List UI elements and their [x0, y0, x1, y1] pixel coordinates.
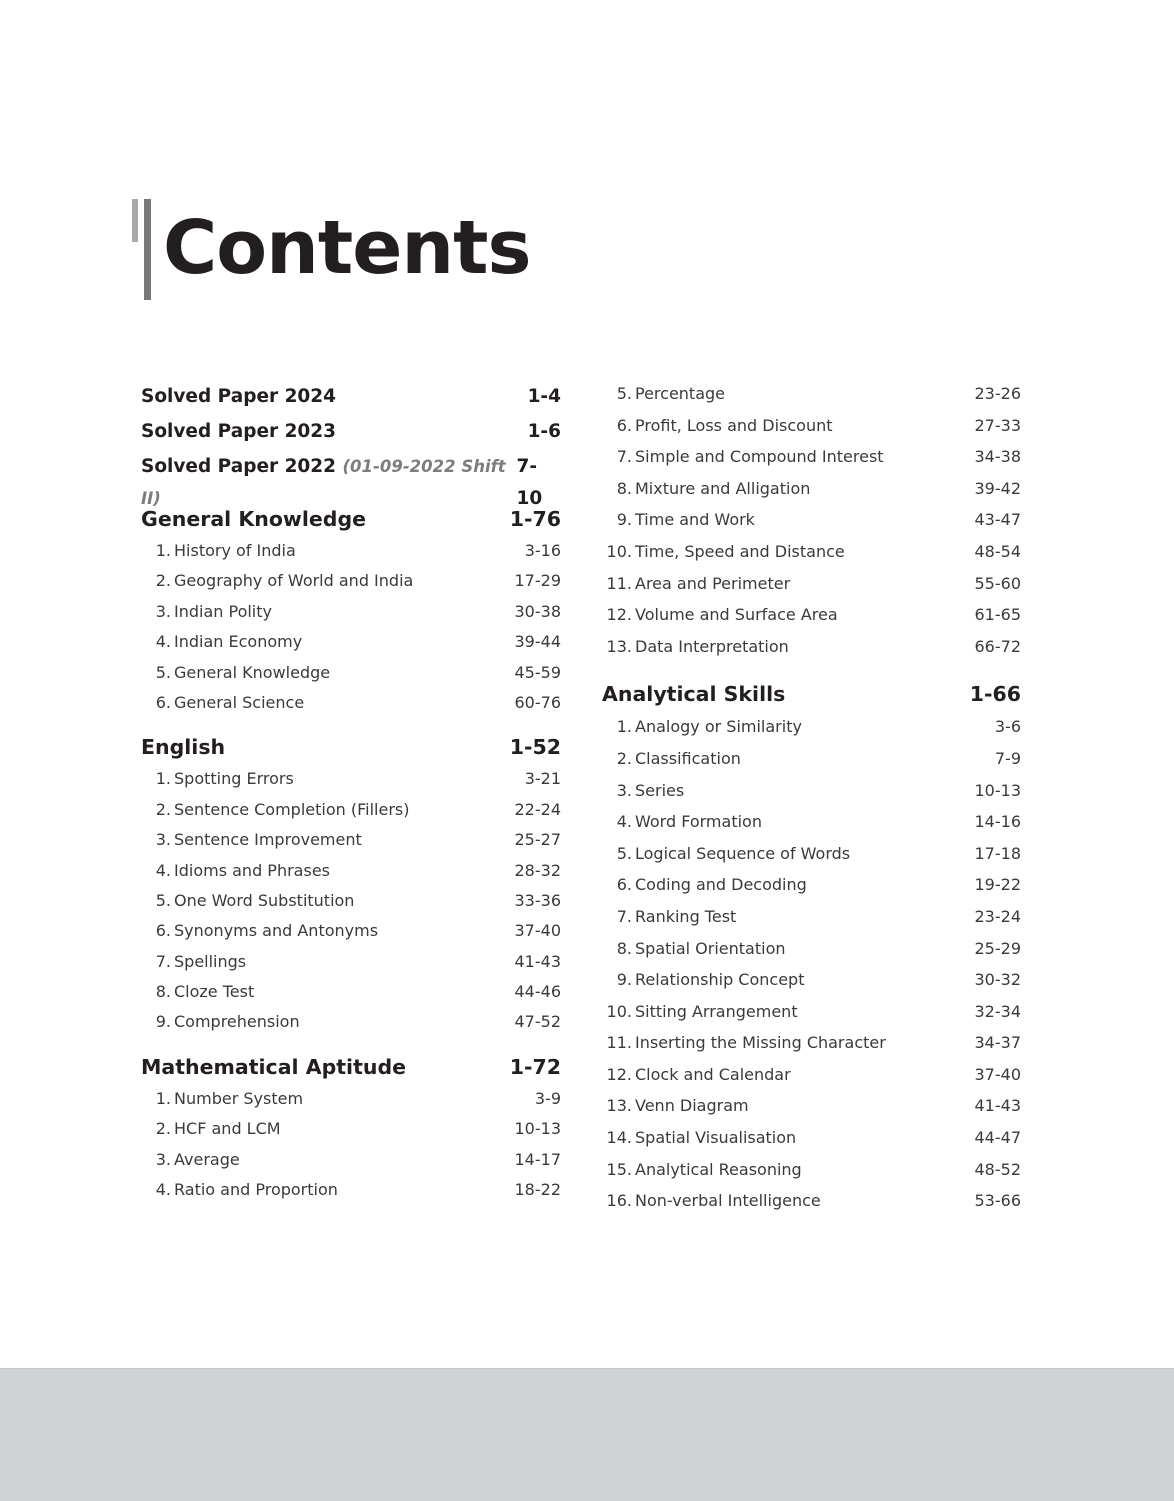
item-pages: 34-38	[974, 447, 1021, 467]
toc-entry-solved-paper-2023[interactable]	[141, 416, 561, 451]
item-label: Coding and Decoding	[635, 875, 807, 895]
item-number: 4.	[155, 1180, 171, 1200]
section-title: General Knowledge	[141, 507, 367, 531]
item-pages: 44-47	[974, 1128, 1021, 1148]
item-number: 13.	[606, 636, 632, 656]
toc-item[interactable]	[141, 1175, 561, 1205]
item-pages: 25-29	[974, 938, 1021, 958]
item-pages: 41-43	[974, 1096, 1021, 1116]
item-label: Relationship Concept	[635, 970, 805, 990]
section-title: English	[141, 735, 226, 760]
item-number: 2.	[155, 571, 171, 591]
item-label: Clock and Calendar	[635, 1064, 791, 1084]
toc-item[interactable]	[602, 1185, 1021, 1217]
item-label: Classification	[635, 748, 741, 768]
toc-item[interactable]	[141, 658, 561, 688]
item-number: 9.	[155, 1012, 171, 1032]
title-accent-bar-dark	[144, 199, 151, 300]
toc-item[interactable]	[602, 1059, 1021, 1091]
section-pages: 1-52	[509, 735, 561, 760]
toc-item[interactable]	[602, 631, 1021, 663]
toc-item[interactable]	[141, 1084, 561, 1114]
item-number: 3.	[155, 830, 171, 850]
item-label: Venn Diagram	[635, 1096, 749, 1116]
item-label: Word Formation	[635, 812, 762, 832]
item-number: 6.	[616, 875, 632, 895]
item-pages: 7-9	[994, 748, 1021, 768]
toc-item[interactable]	[141, 1145, 561, 1175]
item-pages: 48-52	[974, 1159, 1021, 1179]
item-number: 7.	[616, 447, 632, 467]
toc-item[interactable]	[141, 536, 561, 566]
toc-item[interactable]	[141, 886, 561, 916]
item-number: 7.	[616, 906, 632, 926]
item-pages: 17-18	[974, 843, 1021, 863]
section-heading-analytical-skills[interactable]	[602, 677, 1021, 711]
item-label: Ranking Test	[635, 906, 737, 926]
item-pages: 60-76	[514, 692, 561, 712]
item-pages: 14-17	[514, 1149, 561, 1169]
item-label: Cloze Test	[174, 982, 255, 1002]
item-pages: 3-21	[524, 769, 561, 789]
item-number: 10.	[606, 541, 632, 561]
item-pages: 14-16	[974, 812, 1021, 832]
item-pages: 37-40	[514, 921, 561, 941]
item-label: Synonyms and Antonyms	[174, 921, 379, 941]
item-number: 4.	[616, 812, 632, 832]
item-number: 5.	[155, 890, 171, 910]
item-number: 9.	[616, 970, 632, 990]
item-number: 1.	[155, 769, 171, 789]
item-label: Ratio and Proportion	[174, 1180, 338, 1200]
toc-item[interactable]	[602, 441, 1021, 473]
item-number: 13.	[606, 1096, 632, 1116]
item-label: Spotting Errors	[174, 769, 294, 789]
item-number: 7.	[155, 951, 171, 971]
toc-item[interactable]	[141, 688, 561, 718]
item-number: 8.	[616, 938, 632, 958]
item-label: Area and Perimeter	[635, 573, 791, 593]
item-label: One Word Substitution	[174, 890, 355, 910]
item-pages: 3-9	[534, 1088, 561, 1108]
item-pages: 10-13	[514, 1119, 561, 1139]
item-pages: 3-16	[524, 541, 561, 560]
toc-item[interactable]	[602, 711, 1021, 743]
entry-pages: 1-6	[527, 421, 561, 442]
toc-item[interactable]	[602, 473, 1021, 505]
item-label: General Science	[174, 692, 305, 712]
item-number: 2.	[155, 1119, 171, 1139]
item-number: 8.	[616, 478, 632, 498]
toc-item[interactable]	[602, 933, 1021, 965]
item-label: Volume and Surface Area	[635, 605, 838, 625]
item-pages: 27-33	[974, 415, 1021, 435]
item-number: 2.	[616, 748, 632, 768]
item-number: 4.	[155, 860, 171, 880]
item-pages: 61-65	[974, 605, 1021, 625]
item-label: Idioms and Phrases	[174, 860, 330, 880]
item-label: Average	[174, 1149, 240, 1169]
item-label: Sentence Completion (Fillers)	[174, 799, 410, 819]
item-label: Time and Work	[635, 510, 755, 530]
entry-label: Solved Paper 2023	[141, 421, 337, 442]
section-title: Mathematical Aptitude	[141, 1054, 407, 1079]
toc-entry-solved-paper-2022[interactable]	[141, 451, 561, 509]
toc-item[interactable]	[141, 1007, 561, 1037]
toc-item[interactable]	[602, 568, 1021, 600]
section-heading-english[interactable]	[141, 730, 561, 764]
item-pages: 37-40	[974, 1064, 1021, 1084]
item-label: Indian Polity	[174, 601, 272, 621]
item-label: Simple and Compound Interest	[635, 447, 884, 467]
item-pages: 48-54	[974, 541, 1021, 561]
item-number: 1.	[616, 717, 632, 737]
item-pages: 30-38	[514, 601, 561, 621]
item-label: Series	[635, 780, 685, 800]
item-label: Time, Speed and Distance	[635, 541, 845, 561]
toc-item[interactable]	[141, 566, 561, 596]
item-number: 6.	[155, 692, 171, 712]
item-pages: 53-66	[974, 1191, 1021, 1211]
toc-item[interactable]	[602, 599, 1021, 631]
item-number: 3.	[155, 601, 171, 621]
item-label: Sitting Arrangement	[635, 1001, 798, 1021]
entry-label: Solved Paper 2022	[141, 456, 337, 477]
toc-item[interactable]	[602, 504, 1021, 536]
item-number: 6.	[155, 921, 171, 941]
item-number: 5.	[616, 843, 632, 863]
toc-item[interactable]	[602, 869, 1021, 901]
page-title: Contents	[163, 205, 531, 291]
item-pages: 43-47	[974, 510, 1021, 530]
section-title: Analytical Skills	[602, 682, 786, 707]
toc-item[interactable]	[602, 806, 1021, 838]
item-label: Indian Economy	[174, 632, 303, 652]
item-label: Analogy or Similarity	[635, 717, 802, 737]
item-pages: 17-29	[514, 571, 561, 591]
item-pages: 39-42	[974, 478, 1021, 498]
toc-item[interactable]	[602, 1027, 1021, 1059]
item-label: Geography of World and India	[174, 571, 414, 591]
toc-item[interactable]	[602, 1122, 1021, 1154]
item-label: Number System	[174, 1088, 304, 1108]
item-label: History of India	[174, 541, 296, 560]
item-number: 9.	[616, 510, 632, 530]
toc-item[interactable]	[141, 597, 561, 627]
item-number: 12.	[606, 605, 632, 625]
item-label: Inserting the Missing Character	[635, 1033, 886, 1053]
item-pages: 32-34	[974, 1001, 1021, 1021]
toc-item[interactable]	[141, 764, 561, 794]
item-number: 1.	[155, 541, 171, 560]
item-number: 2.	[155, 799, 171, 819]
item-label: Analytical Reasoning	[635, 1159, 802, 1179]
item-number: 10.	[606, 1001, 632, 1021]
toc-item[interactable]	[602, 378, 1021, 410]
item-label: HCF and LCM	[174, 1119, 281, 1139]
item-pages: 28-32	[514, 860, 561, 880]
item-number: 3.	[616, 780, 632, 800]
toc-item[interactable]	[602, 1154, 1021, 1186]
item-pages: 45-59	[514, 662, 561, 682]
toc-item[interactable]	[141, 947, 561, 977]
toc-item[interactable]	[602, 1090, 1021, 1122]
item-pages: 18-22	[514, 1180, 561, 1200]
toc-item[interactable]	[602, 901, 1021, 933]
toc-column-right	[602, 378, 1021, 1217]
entry-label: Solved Paper 2024	[141, 386, 337, 407]
entry-pages: 7-10	[516, 456, 543, 509]
item-number: 1.	[155, 1088, 171, 1108]
section-pages: 1-66	[969, 682, 1021, 707]
toc-item[interactable]	[602, 410, 1021, 442]
toc-item[interactable]	[141, 627, 561, 657]
item-number: 4.	[155, 632, 171, 652]
item-pages: 41-43	[514, 951, 561, 971]
item-pages: 19-22	[974, 875, 1021, 895]
item-label: General Knowledge	[174, 662, 331, 682]
item-label: Spellings	[174, 951, 247, 971]
item-number: 11.	[606, 573, 632, 593]
item-number: 16.	[606, 1191, 632, 1211]
toc-item[interactable]	[141, 1114, 561, 1144]
item-pages: 47-52	[514, 1012, 561, 1032]
item-pages: 30-32	[974, 970, 1021, 990]
toc-item[interactable]	[141, 977, 561, 1007]
item-pages: 66-72	[974, 636, 1021, 656]
item-label: Non-verbal Intelligence	[635, 1191, 821, 1211]
item-label: Percentage	[635, 384, 726, 403]
item-pages: 34-37	[974, 1033, 1021, 1053]
item-pages: 23-24	[974, 906, 1021, 926]
toc-item[interactable]	[141, 856, 561, 886]
toc-item[interactable]	[141, 916, 561, 946]
item-pages: 10-13	[974, 780, 1021, 800]
toc-item[interactable]	[602, 838, 1021, 870]
item-number: 11.	[606, 1033, 632, 1053]
item-pages: 22-24	[514, 799, 561, 819]
item-label: Spatial Visualisation	[635, 1128, 797, 1148]
entry-note: (01-09-2022 Shift II)	[141, 457, 506, 508]
item-number: 15.	[606, 1159, 632, 1179]
item-label: Logical Sequence of Words	[635, 843, 851, 863]
toc-item[interactable]	[602, 743, 1021, 775]
title-accent-bar-light	[132, 199, 138, 242]
toc-item[interactable]	[141, 825, 561, 855]
item-number: 5.	[616, 384, 632, 403]
item-number: 3.	[155, 1149, 171, 1169]
toc-item[interactable]	[602, 964, 1021, 996]
item-number: 6.	[616, 415, 632, 435]
toc-entry-solved-paper-2024[interactable]	[141, 381, 561, 416]
item-label: Data Interpretation	[635, 636, 789, 656]
item-pages: 3-6	[994, 717, 1021, 737]
item-pages: 23-26	[974, 384, 1021, 403]
entry-pages: 1-4	[527, 386, 561, 407]
toc-item[interactable]	[602, 775, 1021, 807]
section-pages: 1-72	[509, 1054, 561, 1079]
toc-item[interactable]	[141, 795, 561, 825]
item-number: 14.	[606, 1128, 632, 1148]
item-number: 12.	[606, 1064, 632, 1084]
section-pages: 1-76	[509, 507, 561, 531]
item-label: Profit, Loss and Discount	[635, 415, 833, 435]
page-footer-band	[0, 1368, 1174, 1501]
item-label: Spatial Orientation	[635, 938, 786, 958]
toc-column-left	[141, 381, 561, 1205]
item-pages: 25-27	[514, 830, 561, 850]
item-pages: 39-44	[514, 632, 561, 652]
item-pages: 55-60	[974, 573, 1021, 593]
toc-item[interactable]	[602, 536, 1021, 568]
item-label: Comprehension	[174, 1012, 300, 1032]
item-number: 5.	[155, 662, 171, 682]
section-heading-mathematical-aptitude[interactable]	[141, 1050, 561, 1084]
item-number: 8.	[155, 982, 171, 1002]
item-pages: 44-46	[514, 982, 561, 1002]
toc-item[interactable]	[602, 996, 1021, 1028]
item-label: Mixture and Alligation	[635, 478, 811, 498]
item-pages: 33-36	[514, 890, 561, 910]
item-label: Sentence Improvement	[174, 830, 362, 850]
